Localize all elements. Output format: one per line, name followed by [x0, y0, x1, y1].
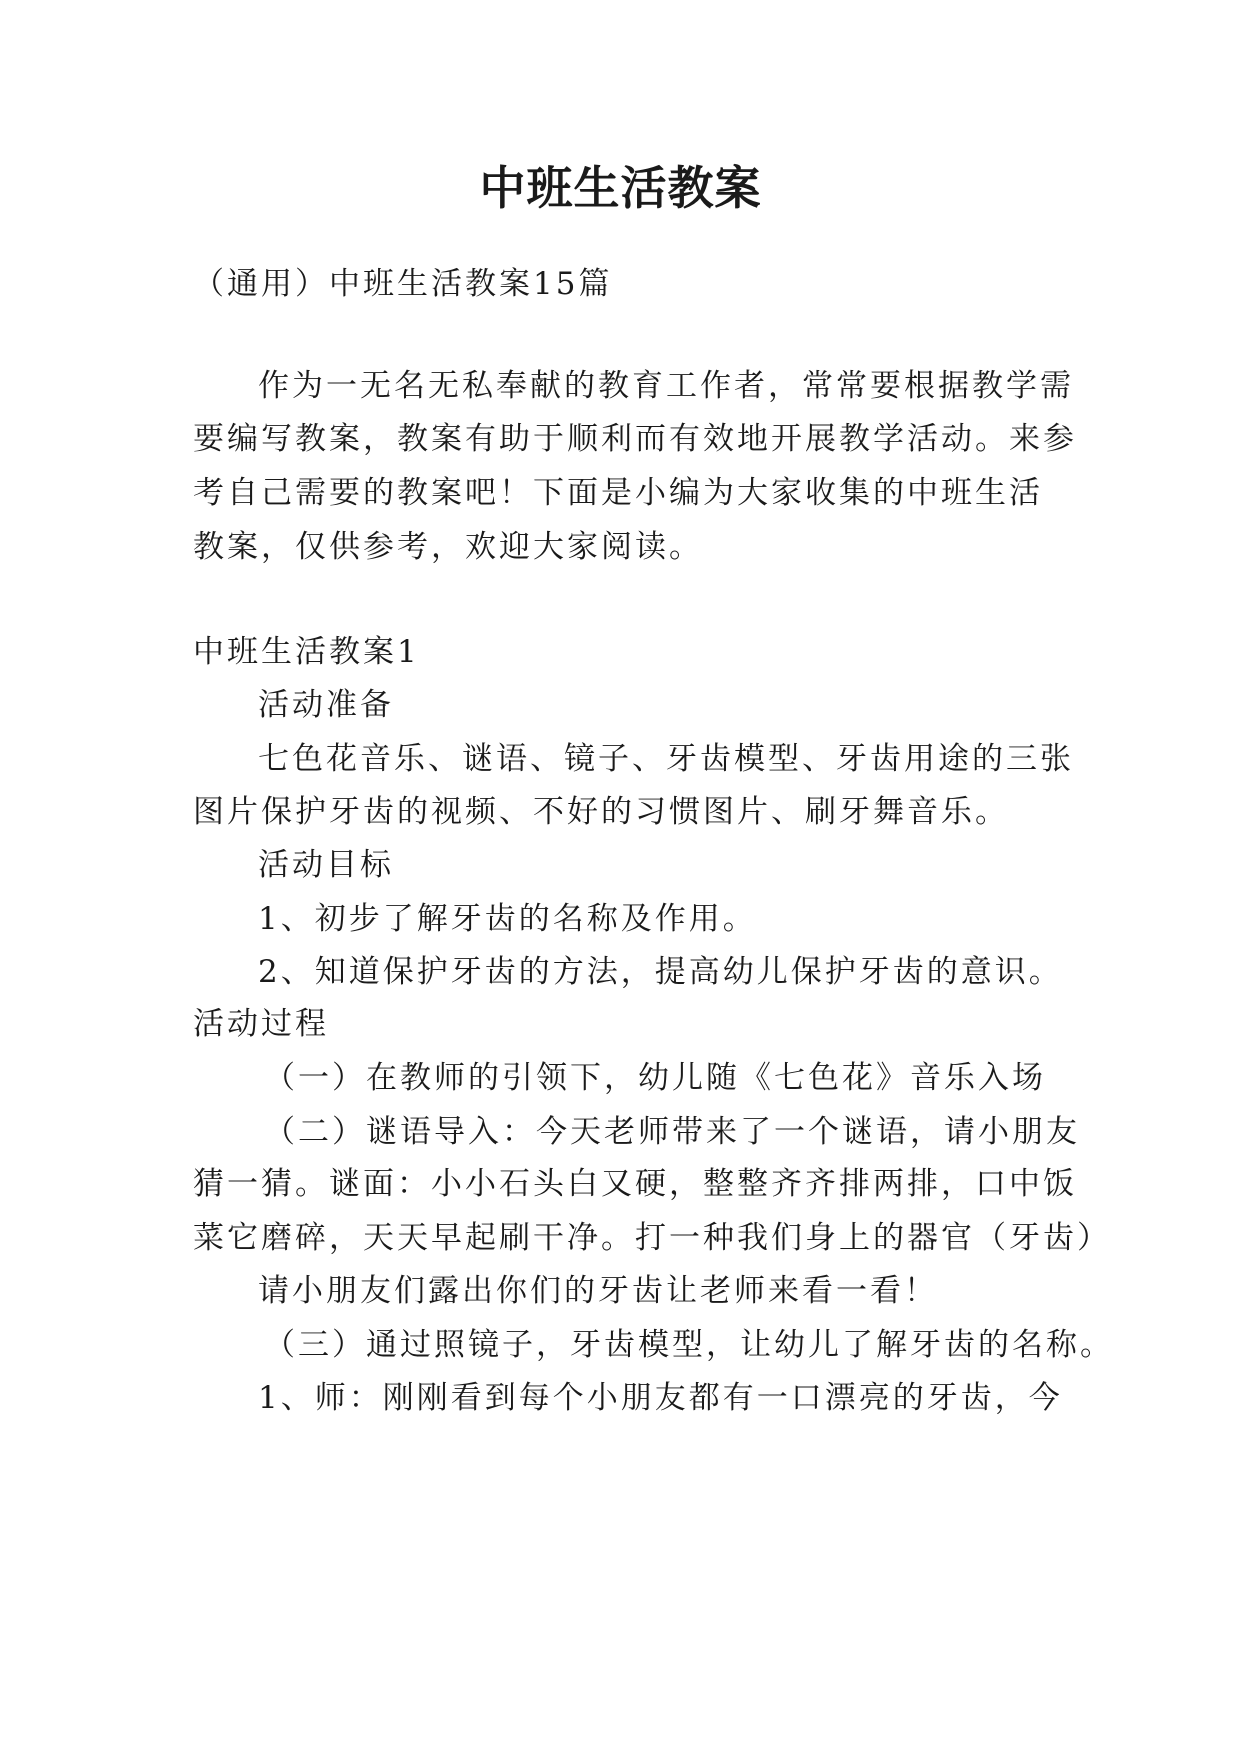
process-heading: 活动过程: [193, 1006, 329, 1042]
section-heading: 中班生活教案1: [193, 634, 420, 670]
step-2-line-3: 菜它磨碎，天天早起刷干净。打一种我们身上的器官（牙齿）: [193, 1220, 1111, 1256]
document-subtitle: （通用）中班生活教案15篇: [193, 266, 613, 302]
step-2-line-2: 猜一猜。谜面：小小石头白又硬，整整齐齐排两排，口中饭: [193, 1166, 1077, 1202]
step-2-line-1: （二）谜语导入：今天老师带来了一个谜语，请小朋友: [264, 1114, 1080, 1150]
goal-item-2: 2、知道保护牙齿的方法，提高幼儿保护牙齿的意识。: [258, 954, 1063, 990]
prep-heading: 活动准备: [258, 687, 394, 723]
goal-item-1: 1、初步了解牙齿的名称及作用。: [258, 901, 757, 937]
intro-line-4: 教案，仅供参考，欢迎大家阅读。: [193, 529, 703, 565]
document-title: 中班生活教案: [479, 161, 762, 215]
intro-line-2: 要编写教案，教案有助于顺利而有效地开展教学活动。来参: [193, 421, 1077, 457]
intro-line-3: 考自己需要的教案吧！下面是小编为大家收集的中班生活: [193, 475, 1043, 511]
step-3-item-1: 1、师：刚刚看到每个小朋友都有一口漂亮的牙齿，今: [258, 1380, 1063, 1416]
step-1: （一）在教师的引领下，幼儿随《七色花》音乐入场: [264, 1060, 1046, 1096]
intro-line-1: 作为一无名无私奉献的教育工作者，常常要根据教学需: [258, 368, 1074, 404]
prep-line-2: 图片保护牙齿的视频、不好的习惯图片、刷牙舞音乐。: [193, 794, 1009, 830]
prep-line-1: 七色花音乐、谜语、镜子、牙齿模型、牙齿用途的三张: [258, 741, 1074, 777]
step-3: （三）通过照镜子，牙齿模型，让幼儿了解牙齿的名称。: [264, 1327, 1114, 1363]
step-2-followup: 请小朋友们露出你们的牙齿让老师来看一看！: [258, 1273, 938, 1309]
goal-heading: 活动目标: [258, 847, 394, 883]
